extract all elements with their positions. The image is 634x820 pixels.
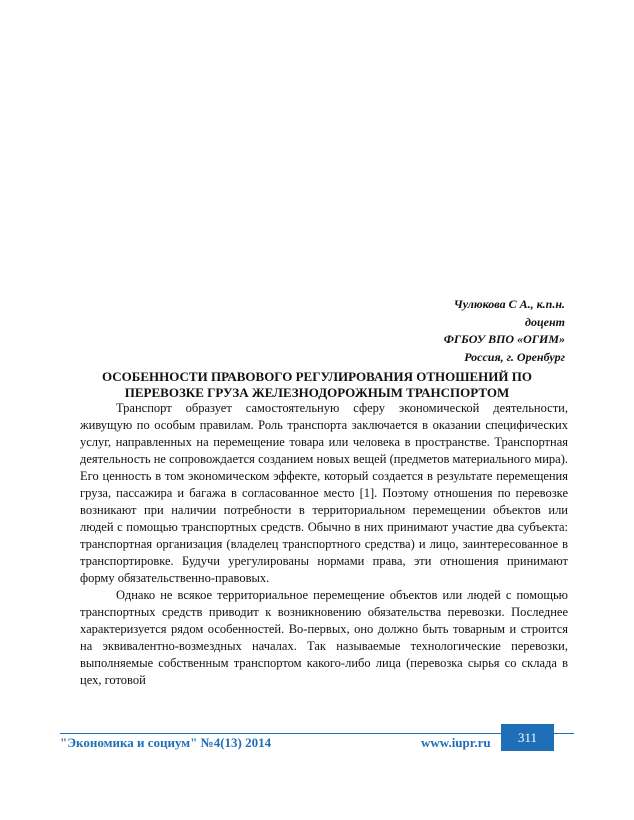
article-title: [60, 369, 574, 400]
author-location: Россия, г. Оренбург: [464, 349, 565, 364]
author-name: Чулюкова С А., к.п.н.: [453, 297, 565, 311]
author-block: [444, 296, 565, 366]
page-number: 311: [501, 724, 554, 751]
paragraph: Однако не всякое территориальное перемещение объектов или людей с помощью транспортных средств приводит к возникновению обязательства перевозки. Последнее характеризуется рядом особенностей. Во-первых, оно должно быть товарным и строится на эквивалентно-возмездных началах. Так называемые технологические перевозки, выполняемые собственным транспортом какого-либо лица (перевозка сырья со склада в цех, готовой: [80, 588, 568, 687]
footer-url[interactable]: www.iupr.ru: [421, 735, 491, 750]
footer-divider: [60, 733, 574, 734]
author-position: доцент: [525, 314, 565, 329]
paragraph: Транспорт образует самостоятельную сферу экономической деятельности, живущую по особым правилам. Роль транспорта заключается в оказании специфических услуг, направленных на перемещение товара или человека в пространстве. Транспортная деятельность не сопровождается созданием новых вещей (предметов материального мира). Его ценность в том экономическом эффекте, который создается в результате перемещения груза, пассажира и багажа в согласованное место [1]. Поэтому отношения по перевозке возникают при наличии потребности в территориальном перемещении объектов или людей с помощью транспортных средств. Обычно в них принимают участие два субъекта: транспортная организация (владелец транспортного средства) и лицо, заинтересованное в транспортировке. Будучи урегулированы нормами права, эти отношения принимают форму обязательственно-правовых.: [80, 401, 568, 585]
article-body: [80, 400, 568, 689]
title-line-2: ПЕРЕВОЗКЕ ГРУЗА ЖЕЛЕЗНОДОРОЖНЫМ ТРАНСПОРТОМ: [124, 384, 510, 400]
footer-journal: "Экономика и социум" №4(13) 2014: [60, 735, 272, 750]
title-line-1: ОСОБЕННОСТИ ПРАВОВОГО РЕГУЛИРОВАНИЯ ОТНОШЕНИЙ ПО: [102, 369, 532, 384]
author-organization: ФГБОУ ВПО «ОГИМ»: [443, 332, 565, 346]
